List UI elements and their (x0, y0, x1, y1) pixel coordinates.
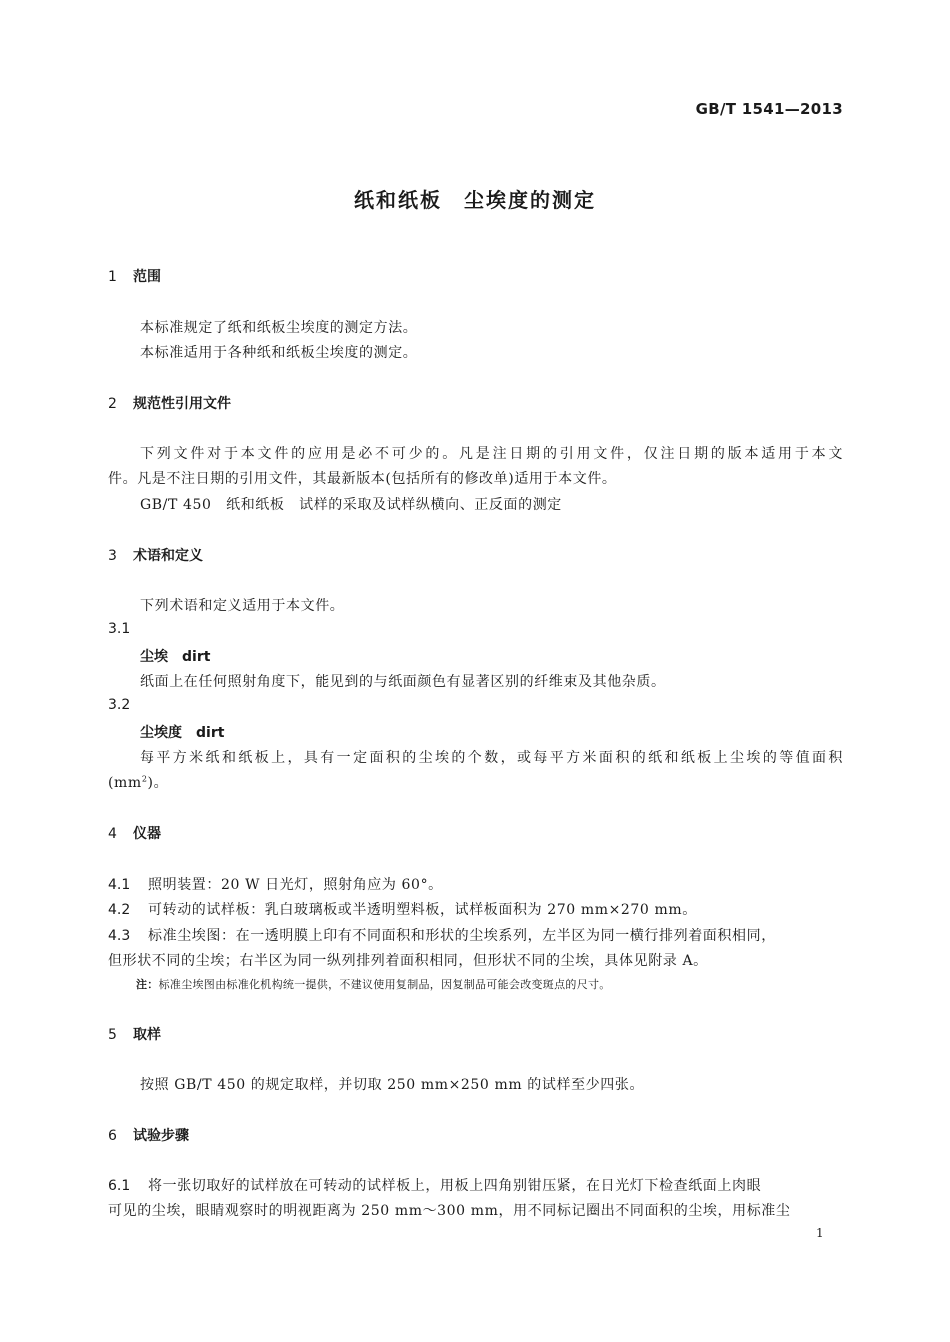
section-title: 规范性引用文件 (133, 396, 231, 412)
clause-4-1 (108, 874, 443, 894)
section-heading-procedure (108, 1125, 189, 1145)
clause-text: 照明装置：20 W 日光灯，照射角应为 60°。 (148, 877, 443, 893)
term-name: 尘埃 dirt (140, 649, 211, 665)
term-number: 3.1 (108, 621, 131, 637)
section-heading-normative-references (108, 393, 231, 413)
standard-code: GB/T 1541—2013 (695, 100, 843, 118)
superscript: 2 (141, 774, 148, 784)
paragraph: 本标准适用于各种纸和纸板尘埃度的测定。 (140, 345, 418, 361)
note-text: 标准尘埃图由标准化机构统一提供，不建议使用复制品，因复制品可能会改变斑点的尺寸。 (158, 978, 611, 991)
paragraph: 下列术语和定义适用于本文件。 (140, 598, 345, 614)
section-number: 2 (108, 396, 117, 412)
paragraph: 本标准规定了纸和纸板尘埃度的测定方法。 (140, 320, 418, 336)
unit-text: )。 (147, 775, 169, 791)
term-name: 尘埃度 dirt (140, 725, 225, 741)
clause-number: 6.1 (108, 1178, 131, 1194)
term-number: 3.2 (108, 697, 131, 713)
section-title: 仪器 (133, 826, 161, 842)
paragraph: 下列文件对于本文件的应用是必不可少的。凡是注日期的引用文件，仅注日期的版本适用于本文 (140, 446, 843, 462)
paragraph: 按照 GB/T 450 的规定取样，并切取 250 mm×250 mm 的试样至少四张。 (140, 1077, 645, 1093)
page-number: 1 (816, 1226, 824, 1240)
clause-text-continued: 但形状不同的尘埃；右半区为同一纵列排列着面积相同，但形状不同的尘埃，具体见附录 A。 (108, 953, 708, 969)
clause-4-2 (108, 899, 697, 919)
section-number: 1 (108, 269, 117, 285)
unit-text: (mm (108, 775, 142, 791)
paragraph-continued: 件。凡是不注日期的引用文件，其最新版本(包括所有的修改单)适用于本文件。 (108, 471, 617, 487)
clause-text: 标准尘埃图：在一透明膜上印有不同面积和形状的尘埃系列，左半区为同一横行排列着面积相同， (148, 928, 776, 944)
section-heading-terms (108, 545, 203, 565)
clause-text: 可转动的试样板：乳白玻璃板或半透明塑料板，试样板面积为 270 mm×270 mm。 (148, 902, 697, 918)
section-heading-sampling (108, 1024, 161, 1044)
term-definition: 纸面上在任何照射角度下，能见到的与纸面颜色有显著区别的纤维束及其他杂质。 (140, 674, 666, 690)
clause-4-3 (108, 925, 843, 945)
note-label: 注： (136, 978, 159, 991)
section-number: 4 (108, 826, 117, 842)
section-title: 范围 (133, 269, 161, 285)
section-number: 3 (108, 548, 117, 564)
clause-number: 4.1 (108, 877, 131, 893)
section-number: 5 (108, 1027, 117, 1043)
term-definition-continued (108, 772, 168, 792)
clause-text-continued: 可见的尘埃，眼睛观察时的明视距离为 250 mm～300 mm，用不同标记圈出不同面积的尘埃，用标准尘 (108, 1203, 791, 1219)
section-title: 术语和定义 (133, 548, 203, 564)
clause-6-1 (108, 1175, 761, 1195)
section-title: 取样 (133, 1027, 161, 1043)
clause-number: 4.3 (108, 928, 131, 944)
note (136, 976, 611, 992)
reference-entry: GB/T 450 纸和纸板 试样的采取及试样纵横向、正反面的测定 (140, 497, 562, 513)
section-heading-scope (108, 266, 161, 286)
clause-number: 4.2 (108, 902, 131, 918)
document-title: 纸和纸板 尘埃度的测定 (354, 188, 596, 212)
clause-text: 将一张切取好的试样放在可转动的试样板上，用板上四角别钳压紧，在日光灯下检查纸面上肉眼 (148, 1178, 762, 1194)
section-number: 6 (108, 1128, 117, 1144)
section-title: 试验步骤 (133, 1128, 189, 1144)
term-definition: 每平方米纸和纸板上，具有一定面积的尘埃的个数，或每平方米面积的纸和纸板上尘埃的等值面积 (140, 750, 843, 766)
section-heading-apparatus (108, 823, 161, 843)
